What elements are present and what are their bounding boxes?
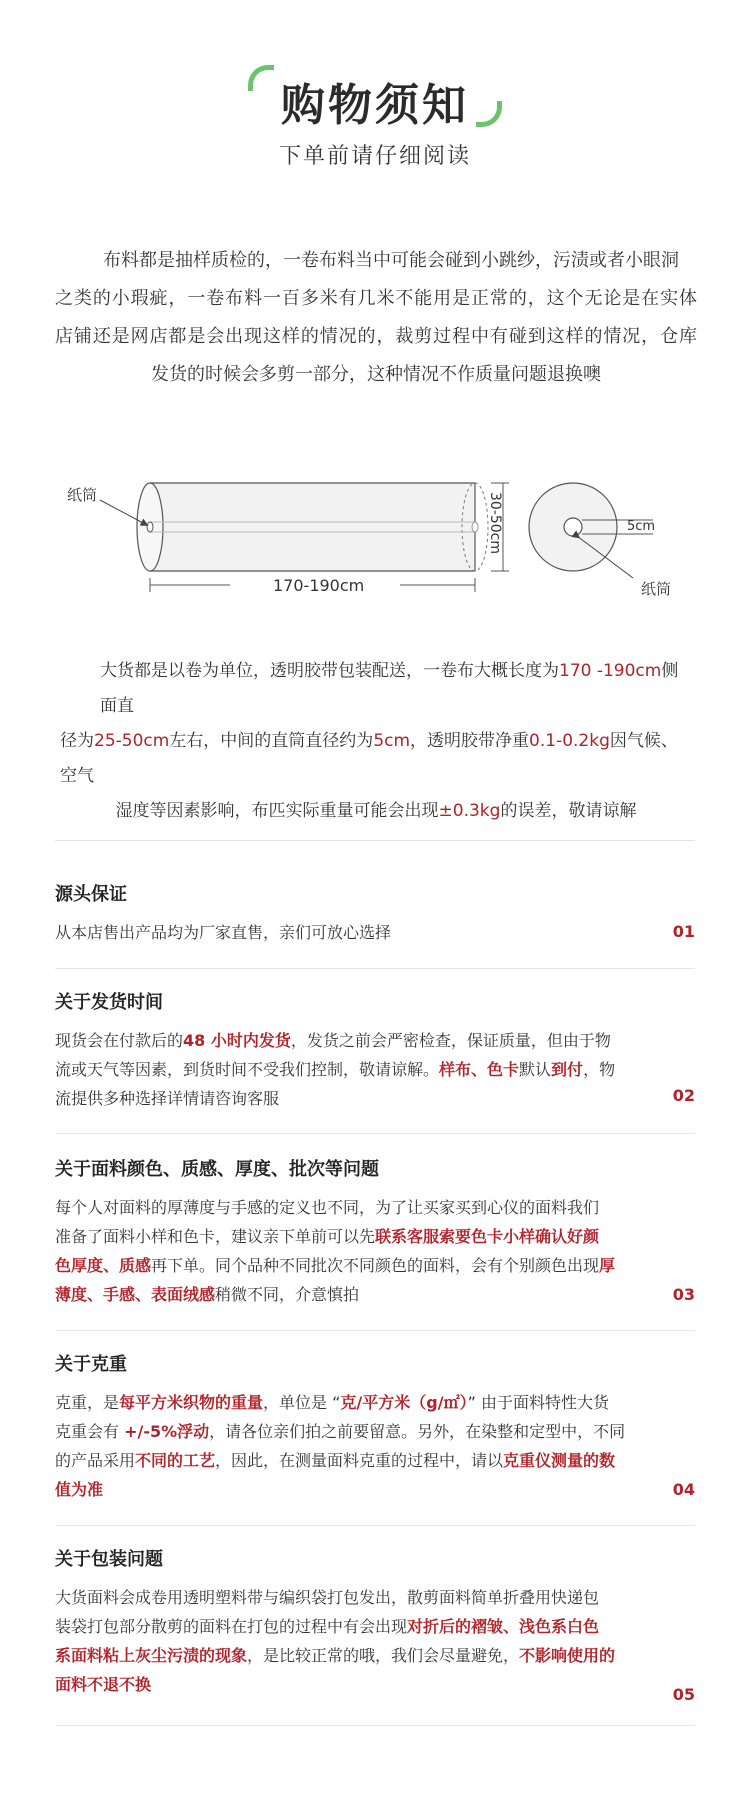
intro-paragraph bbox=[55, 242, 697, 394]
section-title: 关于包装问题 bbox=[55, 1549, 163, 1570]
page-header bbox=[0, 55, 750, 175]
section-rule bbox=[55, 1330, 695, 1331]
section-number: 03 bbox=[672, 1285, 695, 1304]
section-rule bbox=[55, 968, 695, 969]
section-number: 04 bbox=[672, 1480, 695, 1499]
intro-line: 店铺还是网店都是会出现这样的情况的，裁剪过程中有碰到这样的情况，仓库 bbox=[55, 326, 697, 347]
section-body: 从本店售出产品均为厂家直售，亲们可放心选择 bbox=[55, 923, 392, 942]
page-title: 购物须知 bbox=[281, 80, 469, 131]
section-title: 源头保证 bbox=[55, 884, 127, 905]
section-body: 大货面料会成卷用透明塑料带与编织袋打包发出，散剪面料简单折叠用快递包 装袋打包部分散剪的面料在打包的过程中有会出现对折后的褶皱、浅色系白色 系面料粘上灰尘污渍的现象，是比较正常的哦，我们会尽量避免，不影响使用的 面料不退不换 bbox=[55, 1588, 616, 1694]
notice-section-fabric-quality bbox=[55, 1155, 695, 1340]
length-label: 170-190cm bbox=[273, 576, 365, 595]
section-number: 05 bbox=[672, 1685, 695, 1704]
cargo-line: 径为25-50cm左右，中间的直筒直径约为5cm，透明胶带净重0.1-0.2kg因气候、空气 bbox=[60, 731, 678, 786]
section-title: 关于发货时间 bbox=[55, 992, 163, 1013]
section-body: 现货会在付款后的48 小时内发货，发货之前会严密检查，保证质量，但由于物 流或天气等因素，到货时间不受我们控制，敬请谅解。样布、色卡默认到付，物 流提供多种选择详情请咨询客服 bbox=[55, 1031, 616, 1108]
intro-line: 布料都是抽样质检的，一卷布料当中可能会碰到小跳纱，污渍或者小眼洞 bbox=[103, 250, 679, 271]
diameter-label: 30-50cm bbox=[487, 492, 503, 555]
core-diameter-label: 5cm bbox=[627, 519, 656, 534]
section-rule bbox=[55, 1725, 695, 1726]
cargo-line: 湿度等因素影响，布匹实际重量可能会出现±0.3kg的误差，敬请谅解 bbox=[115, 801, 637, 821]
paper-tube-label: 纸筒 bbox=[67, 486, 98, 504]
section-title: 关于克重 bbox=[55, 1354, 127, 1375]
fabric-roll-illustration bbox=[55, 470, 695, 610]
intro-line: 发货的时候会多剪一部分，这种情况不作质量问题退换噢 bbox=[151, 364, 601, 385]
cargo-line: 大货都是以卷为单位，透明胶带包装配送，一卷布大概长度为170 -190cm侧面直 bbox=[100, 661, 679, 716]
section-rule bbox=[55, 1133, 695, 1134]
section-body: 每个人对面料的厚薄度与手感的定义也不同，为了让买家买到心仪的面料我们 准备了面料小样和色卡，建议亲下单前可以先联系客服索要色卡小样确认好颜 色厚度、质感再下单。同个品种不同批次不同颜色的面料，会有个别颜色出现厚 薄度、手感、表面绒感稍微不同，介意慎拍 bbox=[55, 1198, 616, 1304]
bulk-cargo-paragraph bbox=[60, 654, 692, 829]
notice-section-packaging bbox=[55, 1545, 695, 1730]
section-number: 02 bbox=[672, 1086, 695, 1105]
fabric-roll-diagram bbox=[55, 470, 695, 610]
intro-line: 之类的小瑕疵，一卷布料一百多米有几米不能用是正常的，这个无论是在实体 bbox=[55, 288, 697, 309]
notice-section-shipping bbox=[55, 988, 695, 1148]
section-rule bbox=[55, 1525, 695, 1526]
section-body: 克重，是每平方米织物的重量，单位是 “克/平方米（g/㎡）” 由于面料特性大货 克重会有 +/-5%浮动，请各位亲们拍之前要留意。另外，在染整和定型中，不同 的产品采用不同的工艺，因此，在测量面料克重的过程中，请以克重仪测量的数 值为准 bbox=[55, 1393, 626, 1499]
notice-section-gram-weight bbox=[55, 1350, 695, 1535]
section-number: 01 bbox=[672, 922, 695, 941]
notice-section-source bbox=[55, 880, 695, 970]
section-title: 关于面料颜色、质感、厚度、批次等问题 bbox=[55, 1159, 379, 1180]
section-divider bbox=[55, 840, 695, 841]
paper-tube-label-end: 纸筒 bbox=[641, 580, 672, 598]
page-subtitle: 下单前请仔细阅读 bbox=[278, 144, 471, 169]
